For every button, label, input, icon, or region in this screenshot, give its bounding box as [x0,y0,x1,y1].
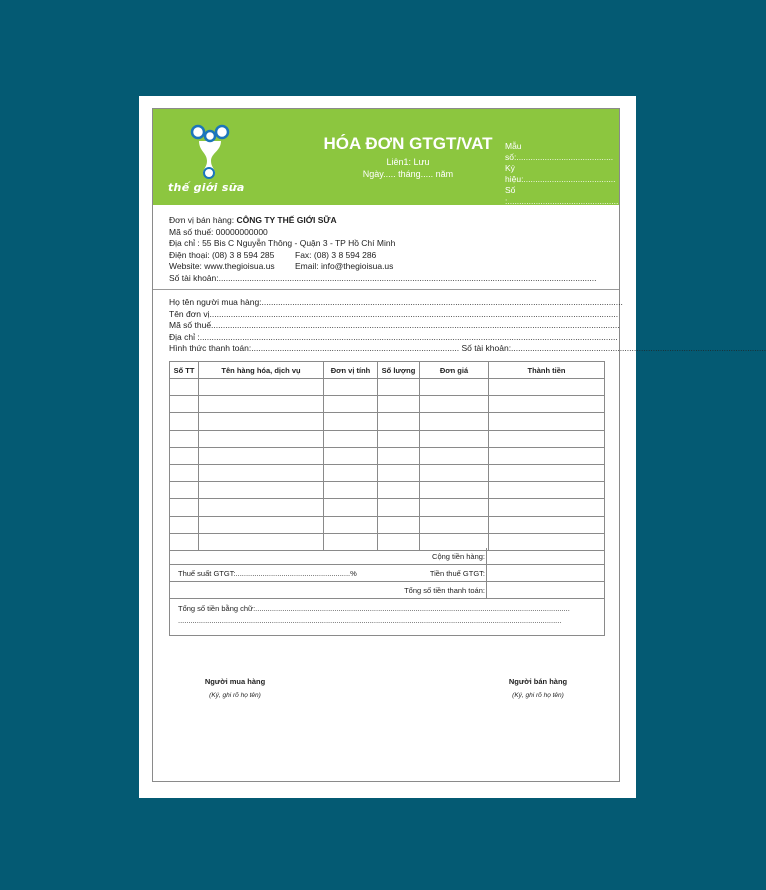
invoice-header [153,109,619,205]
table-cell[interactable] [420,482,489,499]
table-cell[interactable] [170,447,199,464]
table-cell[interactable] [378,464,420,481]
tax-row [170,565,604,582]
invoice-frame [152,108,766,782]
table-cell[interactable] [170,430,199,447]
col-unit: Đơn vị tính [324,362,378,379]
table-row [170,379,605,396]
table-cell[interactable] [489,379,605,396]
total-value-cell[interactable] [486,582,605,598]
buyer-name-field[interactable]: Họ tên người mua hàng:......................................................................................................................................................... [169,297,623,307]
seller-account: Số tài khoản:................................................................................................................................................................ [169,272,597,283]
tax-rate-field[interactable]: Thuế suất GTGT:.......................................................% [178,569,357,578]
table-row [170,516,605,533]
subtotal-label: Cộng tiền hàng: [432,552,485,561]
table-cell[interactable] [170,464,199,481]
buyer-account-field[interactable]: Số tài khoản:............................................................................................................ [461,343,766,353]
table-cell[interactable] [324,499,378,516]
seller-website: Website: www.thegioisua.us [169,261,275,271]
invoice-sheet [139,96,766,798]
table-cell[interactable] [420,499,489,516]
invoice-date-line: Ngày..... tháng..... năm [362,169,454,179]
table-cell[interactable] [324,430,378,447]
buyer-unit-field[interactable]: Tên đơn vị............................................................................................................................................................................. [169,308,619,319]
section-divider [153,289,619,290]
buyer-signature-title: Người mua hàng [204,677,266,686]
seller-phone: Điện thoại: (08) 3 8 594 285 [169,249,275,260]
table-cell[interactable] [420,396,489,413]
table-cell[interactable] [378,516,420,533]
total-row [170,582,604,599]
amount-in-words-line2[interactable]: ........................................................................................................................................................................................ [178,616,562,625]
subtotal-row [170,548,604,565]
table-cell[interactable] [324,464,378,481]
table-cell[interactable] [170,499,199,516]
table-cell[interactable] [489,482,605,499]
table-cell[interactable] [324,482,378,499]
table-cell[interactable] [199,464,324,481]
table-header-row [170,362,605,379]
items-table [169,361,605,551]
col-amount: Thành tiền [489,362,605,379]
tax-amount-label: Tiền thuế GTGT: [429,569,485,578]
tax-amount-value-cell[interactable] [486,565,605,581]
table-cell[interactable] [199,379,324,396]
col-item-name: Tên hàng hóa, dịch vụ [199,362,324,379]
total-label: Tổng số tiền thanh toán: [404,586,485,595]
table-cell[interactable] [420,447,489,464]
table-cell[interactable] [170,396,199,413]
buyer-address-field[interactable]: Địa chỉ :................................................................................................................................................................................. [169,331,618,342]
col-quantity: Số lượng [378,362,420,379]
brand-name: thế giới sữa [168,181,245,194]
buyer-signature-note: (Ký, ghi rõ họ tên) [209,692,261,699]
table-row [170,447,605,464]
buyer-info [169,297,766,355]
table-cell[interactable] [378,482,420,499]
seller-tax: Mã số thuế: 00000000000 [169,226,268,237]
table-cell[interactable] [489,516,605,533]
buyer-tax-field[interactable]: Mã số thuế............................................................................................................................................................................. [169,320,620,330]
table-row [170,430,605,447]
table-cell[interactable] [489,413,605,430]
table-cell[interactable] [199,396,324,413]
col-unit-price: Đơn giá [420,362,489,379]
table-cell[interactable] [199,499,324,516]
subtotal-value-cell[interactable] [486,548,605,564]
table-row [170,464,605,481]
seller-signature-title: Người bán hàng [508,677,568,686]
seller-email: Email: info@thegioisua.us [295,261,394,271]
form-number-field: Mẫu số:......................................... [505,141,614,162]
table-cell[interactable] [420,413,489,430]
col-index: Số TT [170,362,199,379]
seller-unit-label: Đơn vị bán hàng: [169,215,237,225]
table-cell[interactable] [378,447,420,464]
brand-logo-icon [189,123,231,179]
table-cell[interactable] [170,379,199,396]
seller-fax: Fax: (08) 3 8 594 286 [295,249,377,260]
table-cell[interactable] [489,499,605,516]
seller-signature [478,677,598,699]
table-cell[interactable] [199,430,324,447]
table-cell[interactable] [324,396,378,413]
table-cell[interactable] [489,430,605,447]
table-row [170,499,605,516]
table-cell[interactable] [324,413,378,430]
table-row [170,482,605,499]
table-cell[interactable] [420,430,489,447]
amount-in-words-line1[interactable]: Tổng số tiền bằng chữ:....................................................................................................................................................... [178,604,570,613]
table-cell[interactable] [199,482,324,499]
amount-in-words [178,603,602,627]
table-cell[interactable] [199,447,324,464]
table-row [170,396,605,413]
table-cell[interactable] [489,396,605,413]
table-cell[interactable] [420,516,489,533]
buyer-payment-field[interactable]: Hình thức thanh toán:........................................................................................ [169,343,460,353]
table-cell[interactable] [324,447,378,464]
invoice-meta [505,141,619,207]
table-cell[interactable] [199,516,324,533]
table-row [170,413,605,430]
table-cell[interactable] [378,396,420,413]
table-cell[interactable] [378,430,420,447]
table-cell[interactable] [378,499,420,516]
table-cell[interactable] [324,379,378,396]
invoice-title: HÓA ĐƠN GTGT/VAT [323,134,493,153]
seller-unit-value: CÔNG TY THẾ GIỚI SỮA [236,215,337,225]
invoice-summary [169,548,605,636]
seller-address: Địa chỉ : 55 Bis C Nguyễn Thông - Quận 3 - TP Hồ Chí Minh [169,238,396,248]
table-cell[interactable] [378,379,420,396]
seller-signature-note: (Ký, ghi rõ họ tên) [512,692,564,699]
table-cell[interactable] [420,379,489,396]
table-cell[interactable] [489,464,605,481]
table-cell[interactable] [324,516,378,533]
table-cell[interactable] [170,516,199,533]
table-cell[interactable] [489,447,605,464]
table-cell[interactable] [199,413,324,430]
table-cell[interactable] [170,413,199,430]
invoice-copy-label: Liên1: Lưu [386,157,430,167]
symbol-field: Ký hiệu:....................................... [505,163,616,184]
table-cell[interactable] [420,464,489,481]
seller-info [169,215,609,284]
table-cell[interactable] [378,413,420,430]
serial-field: Số :............................................... [505,185,619,206]
table-cell[interactable] [170,482,199,499]
buyer-signature [175,677,295,699]
